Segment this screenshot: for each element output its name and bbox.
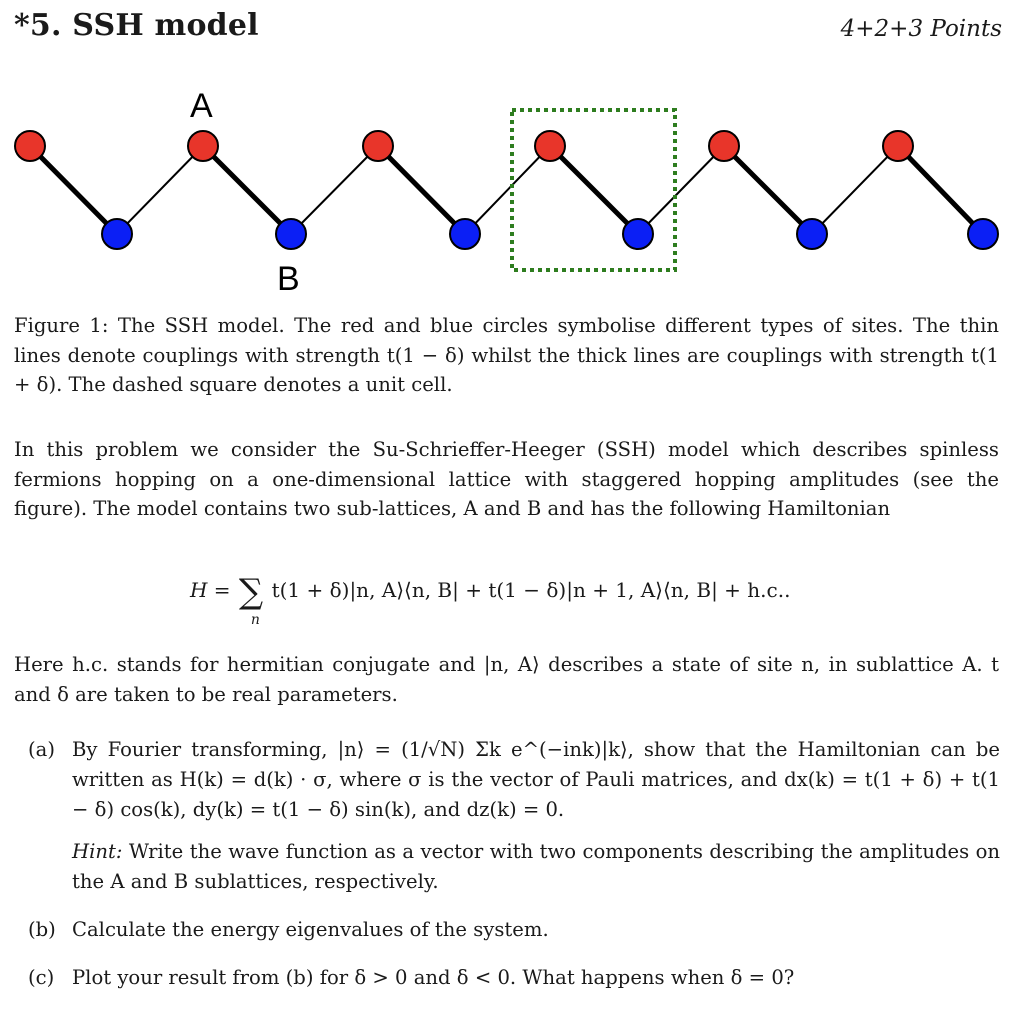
thick-bond [724,146,812,234]
hamiltonian-equation [190,572,791,628]
site-a [709,131,739,161]
site-b [450,219,480,249]
intro-paragraph: In this problem we consider the Su-Schrieffer-Heeger (SSH) model which describes spinless fermions hopping on a one-dimensional lattice with staggered hopping amplitudes (see the figure). The model contains two sub-lattices, A and B and has the following Hamiltonian [14,438,999,520]
part-a-text: By Fourier transforming, |n⟩ = (1/√N) Σk e^(−ink)|k⟩, show that the Hamiltonian can be written as H(k) = d(k) · σ, where σ is the vector of Pauli matrices, and dx(k) = t(1 + δ) + t(1 − δ) cos(k), dy(k) = t(1 − δ) sin(k), and dz(k) = 0. [72,738,1000,821]
site-b [968,219,998,249]
part-c-label: (c) [28,966,55,989]
site-a [363,131,393,161]
definitions-paragraph: Here h.c. stands for hermitian conjugate and |n, A⟩ describes a state of site n, in sublattice A. t and δ are taken to be real parameters. [14,653,999,706]
sum-symbol: ∑ n [238,572,264,628]
thin-bond [812,146,898,234]
thick-bond [898,146,983,234]
part-a-label: (a) [28,738,55,761]
site-a [15,131,45,161]
site-a [535,131,565,161]
problem-header [14,8,1002,48]
site-b [276,219,306,249]
site-b [623,219,653,249]
thin-couplings [117,146,898,234]
sublattice-b-sites [102,219,998,249]
hint-label: Hint: [72,840,123,863]
site-b [797,219,827,249]
thin-bond [638,146,724,234]
label-b: B [277,260,300,297]
thick-bond [30,146,117,234]
thin-bond [465,146,550,234]
part-a [28,735,1000,895]
ssh-chain-figure [0,82,1024,297]
problem-points: 4+2+3 Points [840,16,1002,42]
thick-bond [203,146,291,234]
hamiltonian-rhs: t(1 + δ)|n, A⟩⟨n, B| + t(1 − δ)|n + 1, A⟩⟨n, B| + h.c.. [271,578,791,602]
thick-bond [378,146,465,234]
hamiltonian-lhs: H = [190,578,231,602]
figure-caption: Figure 1: The SSH model. The red and blue circles symbolise different types of sites. The thin lines denote couplings with strength t(1 − δ) whilst the thick lines are couplings with strength t(1 + δ). The dashed square denotes a unit cell. [14,314,999,396]
thick-bond [550,146,638,234]
thin-bond [117,146,203,234]
site-a [883,131,913,161]
sublattice-a-sites [15,131,913,161]
site-a [188,131,218,161]
part-a-hint [72,837,1000,897]
thin-bond [291,146,378,234]
sum-index: n [250,612,260,628]
site-b [102,219,132,249]
hint-text: Write the wave function as a vector with two components describing the amplitudes on the A and B sublattices, respectively. [72,840,1001,893]
part-b-text: Calculate the energy eigenvalues of the system. [72,918,549,941]
problem-title: *5. SSH model [14,8,259,43]
label-a: A [190,87,213,125]
part-b-label: (b) [28,918,56,941]
part-c-text: Plot your result from (b) for δ > 0 and δ < 0. What happens when δ = 0? [72,966,795,989]
